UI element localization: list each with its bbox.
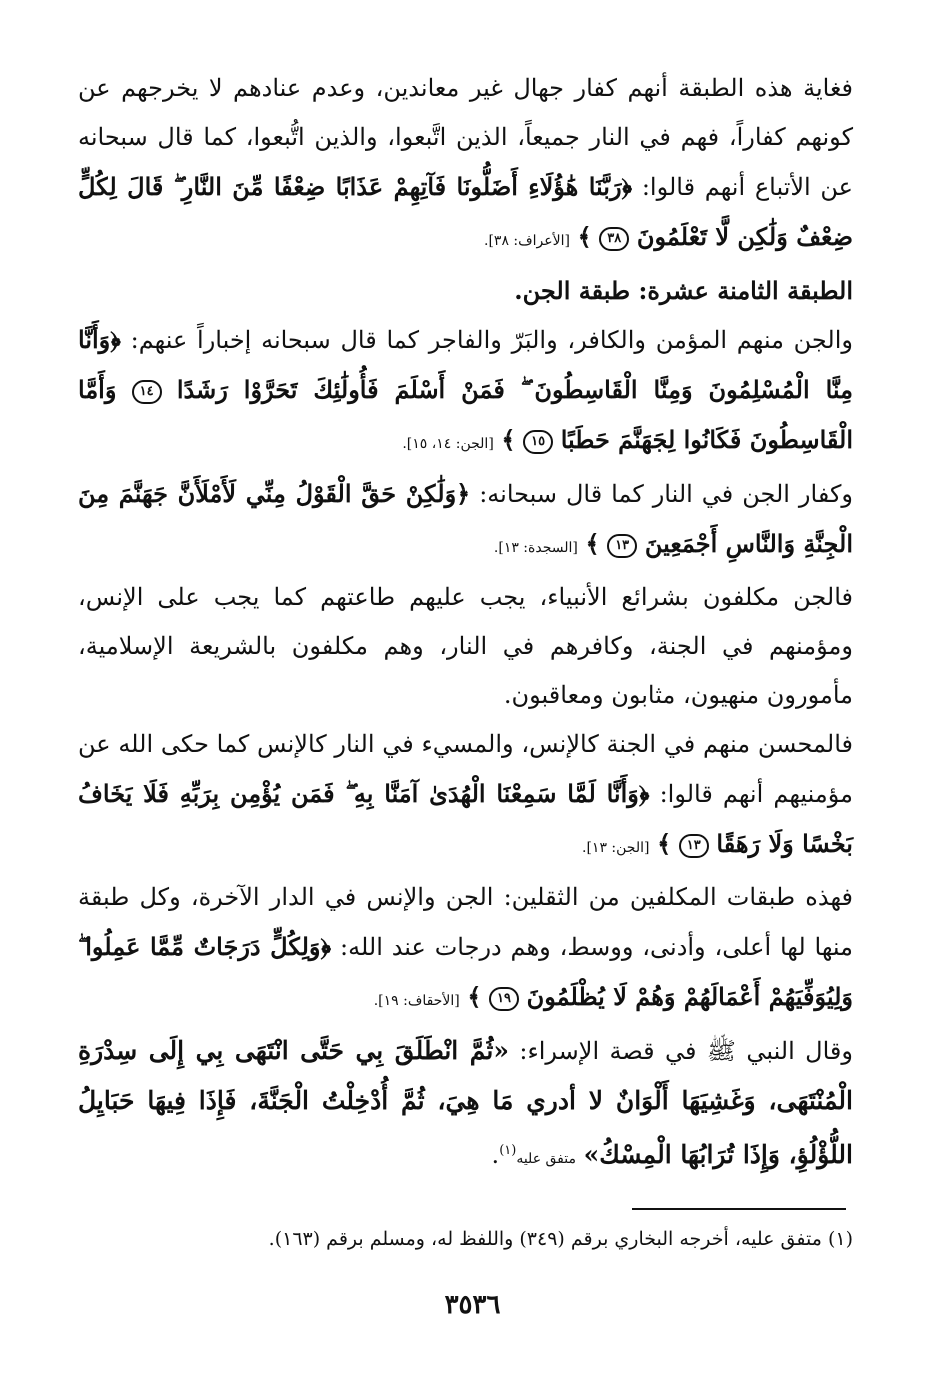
section-heading: الطبقة الثامنة عشرة: طبقة الجن. (514, 276, 853, 305)
ayah-number-5: ١٩ (489, 987, 519, 1011)
quran-verse-3: ﴿وَلَٰكِنْ حَقَّ الْقَوْلُ مِنِّي لَأَمْلَأَنَّ جَهَنَّمَ مِنَ الْجِنَّةِ وَالنَّاسِ أَجْمَعِينَ (78, 479, 853, 558)
paragraph-7-text: وقال النبي ﷺ في قصة الإسراء: (519, 1037, 853, 1065)
ayah-number-1: ٣٨ (599, 227, 629, 251)
verse-4-reference: [الجن: ١٣]. (582, 840, 650, 856)
paragraph-5 (78, 720, 853, 873)
verse-5-close: ﴾ (467, 982, 482, 1011)
verse-3-reference: [السجدة: ١٣]. (493, 540, 578, 556)
paragraph-6 (78, 873, 853, 1026)
footnote-divider (632, 1208, 846, 1210)
quran-verse-4: ﴿وَأَنَّا لَمَّا سَمِعْنَا الْهُدَىٰ آمَنَّا بِهِ ۖ فَمَن يُؤْمِن بِرَبِّهِ فَلَا يَخَافُ بَخْسًا وَلَا رَهَقًا (78, 779, 853, 858)
verse-1-close: ﴾ (577, 222, 592, 251)
ayah-number-2b: ١٥ (523, 430, 553, 454)
paragraph-3-text: وكفار الجن في النار كما قال سبحانه: (479, 480, 853, 508)
paragraph-5-text: فالمحسن منهم في الجنة كالإنس، والمسيء في النار كالإنس كما حكى الله عن مؤمنيهم أنهم قالوا: (78, 730, 853, 808)
paragraph-6-text: فهذه طبقات المكلفين من الثقلين: الجن والإنس في الدار الآخرة، وكل طبقة منها لها أعلى، وأدنى، ووسط، وهم درجات عند الله: (78, 883, 853, 961)
paragraph-7 (78, 1026, 853, 1184)
verse-2-close: ﴾ (501, 425, 516, 454)
quran-verse-1: ﴿رَبَّنَا هَٰؤُلَاءِ أَضَلُّونَا فَآتِهِمْ عَذَابًا ضِعْفًا مِّنَ النَّارِ ۖ قَالَ لِكُلٍّ ضِعْفٌ وَلَٰكِن لَّا تَعْلَمُونَ (78, 172, 853, 251)
verse-5-reference: [الأحقاف: ١٩]. (373, 993, 460, 1009)
verse-2-reference: [الجن: ١٤، ١٥]. (402, 436, 494, 452)
hadith-end: . (491, 1141, 500, 1169)
footnote-marker: (١) (499, 1143, 517, 1158)
paragraph-3 (78, 469, 853, 573)
verse-1-reference: [الأعراف: ٣٨]. (484, 233, 570, 249)
paragraph-1 (78, 64, 853, 266)
ayah-number-2a: ١٤ (132, 380, 162, 404)
paragraph-4: فالجن مكلفون بشرائع الأنبياء، يجب عليهم طاعتهم كما يجب على الإنس، ومؤمنهم في الجنة، وكافرهم في النار، وهم مكلفون بالشريعة الإسلامية، مأمورون منهيون، مثابون ومعاقبون. (78, 583, 853, 709)
ayah-number-3: ١٣ (607, 534, 637, 558)
hadith-text: «ثُمَّ انْطَلَقَ بِي حَتَّى انْتَهَى بِي إِلَى سِدْرَةِ الْمُنْتَهَى، وَغَشِيَهَا أَلْوَانٌ لا أدري مَا هِيَ، ثُمَّ أُدْخِلْتُ الْجَنَّةَ، فَإِذَا فِيهَا حَبَايِلُ اللُّؤْلُؤِ، وَإِذَا تُرَابُهَا الْمِسْكُ» (78, 1036, 853, 1169)
footnote: (١) متفق عليه، أخرجه البخاري برقم (٣٤٩) واللفظ له، ومسلم برقم (١٦٣). (268, 1228, 853, 1250)
page-number: ٣٥٣٦ (444, 1290, 501, 1320)
hadith-source: متفق عليه (516, 1151, 576, 1167)
paragraph-2-text: والجن منهم المؤمن والكافر، والبَرّ والفاجر كما قال سبحانه إخباراً عنهم: (130, 326, 853, 354)
ayah-number-4: ١٣ (679, 834, 709, 858)
quran-verse-5: ﴿وَلِكُلٍّ دَرَجَاتٌ مِّمَّا عَمِلُوا ۖ وَلِيُوَفِّيَهُمْ أَعْمَالَهُمْ وَهُمْ لَا يُظْلَمُونَ (78, 932, 853, 1011)
paragraph-2 (78, 315, 853, 469)
body-text (78, 64, 853, 1184)
verse-3-close: ﴾ (585, 529, 600, 558)
paragraph-1-text: فغاية هذه الطبقة أنهم كفار جهال غير معاندين، وعدم عنادهم لا يخرجهم عن كونهم كفاراً، فهم في النار جميعاً، الذين اتَّبعوا، والذين اتُّبعوا، كما قال سبحانه عن الأتباع أنهم قالوا: (78, 74, 853, 201)
verse-4-close: ﴾ (657, 829, 672, 858)
quran-verse-2a: ﴿وَأَنَّا مِنَّا الْمُسْلِمُونَ وَمِنَّا الْقَاسِطُونَ ۖ فَمَنْ أَسْلَمَ فَأُولَٰئِكَ تَحَرَّوْا رَشَدًا (78, 325, 853, 404)
quran-verse-2b: وَأَمَّا الْقَاسِطُونَ فَكَانُوا لِجَهَنَّمَ حَطَبًا (78, 375, 853, 454)
